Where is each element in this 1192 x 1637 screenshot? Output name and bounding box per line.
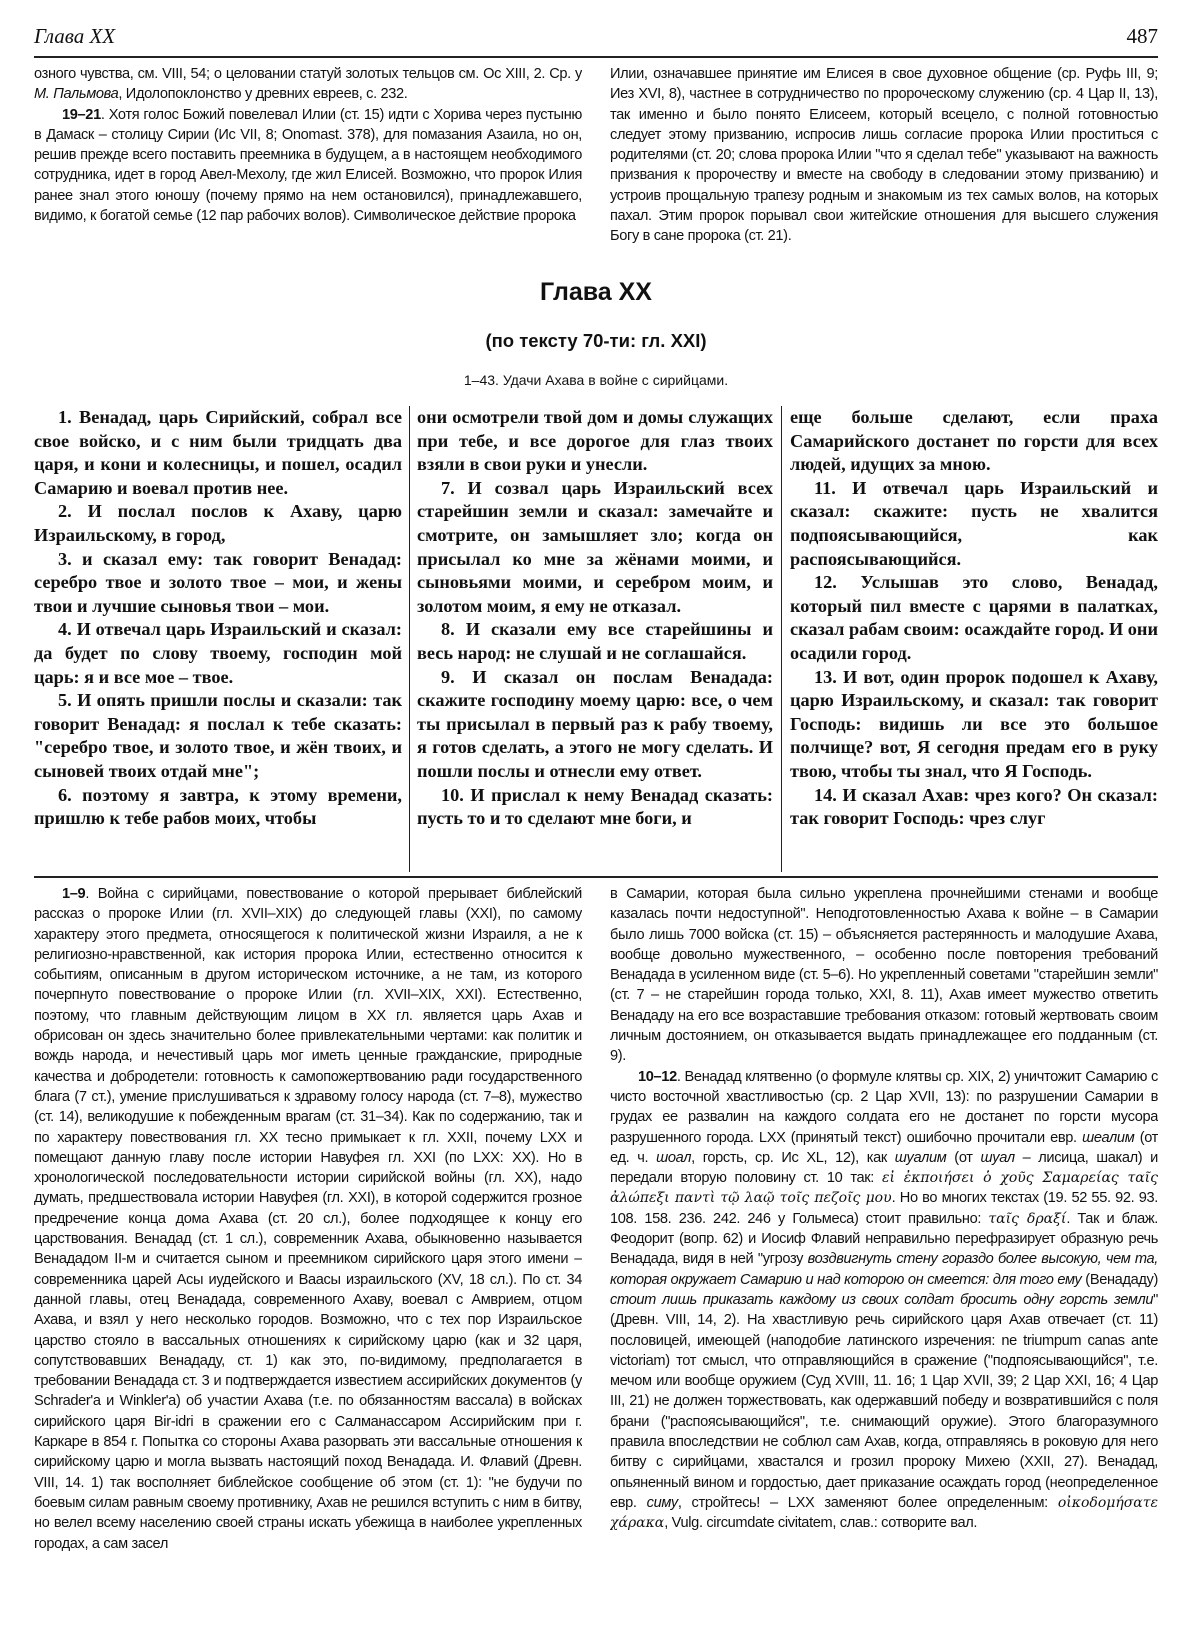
bible-verse: 1. Венадад, царь Сирийский, собрал все свое войско, и с ним были тридцать два царя, и кони и колесницы, и пошел, осадил Самарию и воевал против нее.	[34, 407, 402, 498]
bible-verse: 3. и сказал ему: так говорит Венадад: серебро твое и золото твое – мои, и жены твои и лучшие сыновья твои – мои.	[34, 548, 402, 616]
bible-verse: 13. И вот, один пророк подошел к Ахаву, царю Израильскому, и сказал: так говорит Господь: видишь ли все это большое полчище? вот, Я сегодня предам его в руку твою, чтобы ты знал, что Я Господь.	[790, 666, 1158, 781]
bible-verse: 7. И созвал царь Израильский всех старейшин земли и сказал: замечайте и смотрите, он замышляет зло; когда он присылал ко мне за жёнами моими, и сыновьями моими, и серебром моим, и золотом моим, я ему не отказал.	[417, 477, 773, 616]
bible-verse: 11. И отвечал царь Израильский и сказал: скажите: пусть не хвалится подпоясывающийся, как распоясывающийся.	[790, 477, 1158, 569]
commentary-bottom-right	[610, 884, 1158, 1624]
commentary-paragraph: в Самарии, которая была сильно укреплена прочнейшими стенами и вообще казалась почти недоступной". Неподготовленностью Ахава к войне – в Самарии было лишь 7000 войска (ст. 15) – объясняется растерянность и малодушие Ахава, вообще довольно мужественного, – особенно после повторения требований Венадада в усиленном виде (ст. 5–6). Но укрепленный советами "старейшин земли" (ст. 7 – не старейшин города только, XXI, 8. 11), Ахав имеет мужество ответить Венададу на его все возраставшие требования отказом: готовый жертвовать своим личным достоянием, он отказывается выдать принадлежащее его подданным (ст. 9).	[610, 886, 1158, 1065]
verse-ref: 19–21	[62, 106, 101, 123]
commentary-paragraph: 19–21. Хотя голос Божий повелевал Илии (ст. 15) идти с Хорива через пустыню в Дамаск – столицу Сирии (Ис VII, 8; Onomast. 378), для помазания Азаила, но он, решив прежде всего поставить преемника в будущем, а в настоящем необходимого сотрудника, идет в город Авел-Мехолу, где жил Елисей. Возможно, что пророк Илия ранее знал этого юношу (почему прямо на нем остановился), принадлежавшего, видимо, к богатой семье (12 пар рабочих волов). Символическое действие пророка	[34, 106, 582, 225]
chapter-title: Глава XX	[540, 278, 652, 306]
bible-column-3	[790, 406, 1158, 872]
commentary-top-right	[610, 64, 1158, 260]
hebrew-word: шоал	[656, 1149, 692, 1166]
running-header	[34, 20, 1158, 58]
hebrew-word: симу	[646, 1494, 678, 1511]
section-divider	[34, 876, 1158, 878]
bible-verse: они осмотрели твой дом и домы служащих при тебе, и все дорогое для глаз твоих взяли в свои руки и унесли.	[417, 407, 773, 475]
bible-verse: 8. И сказали ему все старейшины и весь народ: не слушай и не соглашайся.	[417, 619, 773, 663]
author-name: М. Пальмова	[34, 86, 119, 103]
running-title: Глава XX	[34, 24, 116, 48]
commentary-top-left	[34, 64, 582, 260]
verse-ref: 10–12	[638, 1068, 677, 1085]
hebrew-word: шеалим	[1082, 1129, 1135, 1146]
chapter-subtitle: (по тексту 70-ти: гл. XXI)	[485, 330, 707, 351]
bible-verse: 12. Услышав это слово, Венадад, который пил вместе с царями в палатках, сказал рабам своим: осаждайте город. И они осадили город.	[790, 572, 1158, 663]
commentary-paragraph: озного чувства, см. VIII, 54; о целовании статуй золотых тельцов см. Ос XIII, 2. Ср. у М. Пальмова, Идолопоклонство у древних евреев, с. 232.	[34, 66, 582, 103]
page-number: 487	[1126, 24, 1158, 48]
commentary-paragraph: 10–12. Венадад клятвенно (о формуле клятвы ср. XIX, 2) уничтожит Самарию с чисто восточной хвастливостью (ср. 2 Цар XVII, 13): по разрушении Самарии в грудах ее развалин на каждого солдата его не достанет по горсти мусора разрушенного города. LXX (принятый текст) ошибочно прочитали евр. шеалим (от ед. ч. шоал, горсть, ср. Ис XL, 12), как шуалим (от шуал – лисица, шакал) и передали вторую половину ст. 10 так: εἰ ἐκποιήσει ὁ χοῦς Σαμαρείας ταῖς ἀλώπεξι παντὶ τῷ λαῷ τοῖς πεζοῖς μου. Но во многих текстах (19. 52 55. 92. 93. 108. 158. 236. 242. 246 у Гольмеса) стоит правильно: ταῖς δραξί. Так и блаж. Феодорит (вопр. 62) и Иосиф Флавий неправильно перефразирует образную речь Венадада, видя в ней "угрозу воздвигнуть стену гораздо более высокую, чем та, которая окружает Самарию и над которою он смеется: для того ему (Венададу) стоит лишь приказать каждому из своих солдат бросить одну горсть земли"(Древн. VIII, 14, 2). На хвастливую речь сирийского царя Ахав отвечает (ст. 11) пословицей, имеющей (наподобие латинского изречения: ne triumpum canas ante victoriam) тот смысл, что отправляющийся в сражение ("подпоясывающийся", т.е. мечом или вообще оружием (Суд XVIII, 11. 16; 1 Цар XVII, 39; 2 Цар XXI, 16; 4 Цар III, 21) не должен торжествовать, как одержавший победу и возвратившийся с поля брани ("распоясывающийся", т.е. снимающий оружие). Этого благоразумного правила впоследствии не соблюл сам Ахав, когда, отправляясь в роковую для него битву с сирийцами, хвастался и грозил пророку Михею (XXII, 27). Венадад, опьяненный вином и гордостью, дает приказание осаждать город (неопределенное евр. симу, стройтесь! – LXX заменяют более определенным: οἰκοδομήσατε χάρακα, Vulg. circumdate civitatem, слав.: сотворите вал.	[610, 1068, 1158, 1532]
bible-verse: 9. И сказал он послам Венадада: скажите господину моему царю: все, о чем ты присылал в первый раз к рабу твоему, я готов сделать, а этого не могу сделать. И пошли послы и отнесли ему ответ.	[417, 666, 773, 781]
bible-verse: 2. И послал послов к Ахаву, царю Израильскому, в город,	[34, 501, 402, 545]
bible-verse: 4. И отвечал царь Израильский и сказал: да будет по слову твоему, господин мой царь: я и все мое – твое.	[34, 619, 402, 687]
column-divider	[781, 406, 782, 872]
commentary-bottom-left	[34, 884, 582, 1624]
bible-verse: 14. И сказал Ахав: чрез кого? Он сказал: так говорит Господь: чрез слуг	[790, 784, 1158, 829]
bible-verse: 10. И прислал к нему Венадад сказать: пусть то и то сделают мне боги, и	[417, 784, 773, 829]
column-divider	[409, 406, 410, 872]
bible-verse: 5. И опять пришли послы и сказали: так говорит Венадад: я послал к тебе сказать: "серебро твое, и золото твое, и жён твоих, и сыновей твоих отдай мне";	[34, 690, 402, 781]
greek-quote: οἰκοδομήσατε χάρακα	[610, 1494, 1158, 1532]
bible-column-1	[34, 406, 402, 872]
verse-ref: 1–9	[62, 886, 86, 902]
greek-quote: εἰ ἐκποιήσει ὁ χοῦς Σαμαρείας ταῖς ἀλώπεξι παντὶ τῷ λαῷ τοῖς πεζοῖς μου	[610, 1170, 1158, 1207]
chapter-summary: 1–43. Удачи Ахава в войне с сирийцами.	[463, 372, 729, 388]
hebrew-word: шуал	[980, 1149, 1015, 1166]
greek-quote: ταῖς δραξί	[988, 1210, 1067, 1227]
quotation: воздвигнуть стену гораздо более высокую, чем та, которая окружает Самарию и над которою он смеется: для того ему	[610, 1251, 1158, 1288]
commentary-paragraph: Илии, означавшее принятие им Елисея в свое духовное общение (ср. Руфь III, 9; Иез XVI, 8), частнее в сотрудничество по пророческому служению (ср. 4 Цар II, 13), так именно и было понято Елисеем, который всецело, с полной готовностью следует этому призванию, испросив лишь согласие пророка Илии проститься с родителями (ст. 20; слова пророка Илии "что я сделал тебе" указывают на важность призвания к пророчеству и вместе на свободу в следовании этому призванию) и устроив прощальную трапезу родным и знакомым из тех самых волов, на которых пахал. Этим пророк порывал свои житейские отношения для высшего служения Богу в сане пророка (ст. 21).	[610, 66, 1158, 245]
bible-verse: 6. поэтому я завтра, к этому времени, пришлю к тебе рабов моих, чтобы	[34, 784, 402, 829]
hebrew-word: шуалим	[894, 1149, 947, 1166]
bible-column-2	[417, 406, 773, 872]
bible-text	[34, 406, 1158, 872]
quotation: стоит лишь приказать каждому из своих солдат бросить одну горсть земли	[610, 1291, 1154, 1308]
commentary-paragraph: 1–9. Война с сирийцами, повествование о которой прерывает библейский рассказ о пророке Илии (гл. XVII–XIX) до следующей главы (XXI), по самому характеру этого предмета, относящегося к политической жизни Израиля, а не к религиозно-нравственной, как история пророка Илии, естественно относится к событиям, описанным в другом историческом источнике, а не там, из которого почерпнуто повествование о пророке Илии (гл. XVII–XIX, XXI). Естественно, поэтому, что главным действующим лицом в XX гл. является царь Ахав и обрисован он здесь значительно более привлекательными чертами: как политик и вождь народа, и нечестивый царь мог иметь ценные гражданские, природные качества и добродетели: готовность к самопожертвованию ради государственного блага (7 ст.), умение прислушиваться к здравому голосу народа (ст. 7–8), мужество (ст. 14), великодушие к побежденным врагам (ст. 31–34). Как по содержанию, так и по характеру повествования гл. XX тесно примыкает к гл. XXII, почему LXX и помещают данную главу после истории Навуфея гл. XXI (по LXX: XX). Но в хронологической последовательности истории сирийской войны (гл. XX), надо думать, предшествовала истории Навуфея (гл. XXI), в которой содержится грозное предречение конца дома Ахава (ст. 20 сл.), более подходящее к концу его царствования. Венадад (ст. 1 сл.), современник Ахава, обыкновенно называется Венададом II-м и считается сыном и преемником сирийского царя этого имени – современника царей Асы иудейского и Ваасы израильского (XV, 18 сл.). По ст. 34 данной главы, отец Венадада, современного Ахаву, воевал с Амврием, отцом Ахава, и взял у него несколько городов. Возможно, что с тех пор Израильское царство стояло в вассальных отношениях к сирийскому царю (как и 32 царя, сопутствовавших Венададу, ст. 1) как это, по-видимому, предполагается в требовании Венадада ст. 3 и подтверждается известием ассирийских документов (у Schrader'a и Winkler'a) об участии Ахава (т.е. по обязанностям вассала) в войсках сирийского царя Bir-idri в сражении его с Салманассаром Ассирийским при г. Каркаре в 854 г. Попытка со стороны Ахава разорвать эти вассальные отношения к сирийскому царю и могла вызвать настоящий поход Венадада. И. Флавий (Древн. VIII, 14. 1) так восполняет библейское сообщение об этом (ст. 1): "не будучи по боевым силам равным своему противнику, Ахав не решился вступить с ним в битву, но велел всему населению своей страны искать убежища в наиболее укрепленных городах, а сам засел	[34, 886, 582, 1552]
bible-verse: еще больше сделают, если праха Самарийского достанет по горсти для всех людей, идущих за мною.	[790, 407, 1158, 475]
